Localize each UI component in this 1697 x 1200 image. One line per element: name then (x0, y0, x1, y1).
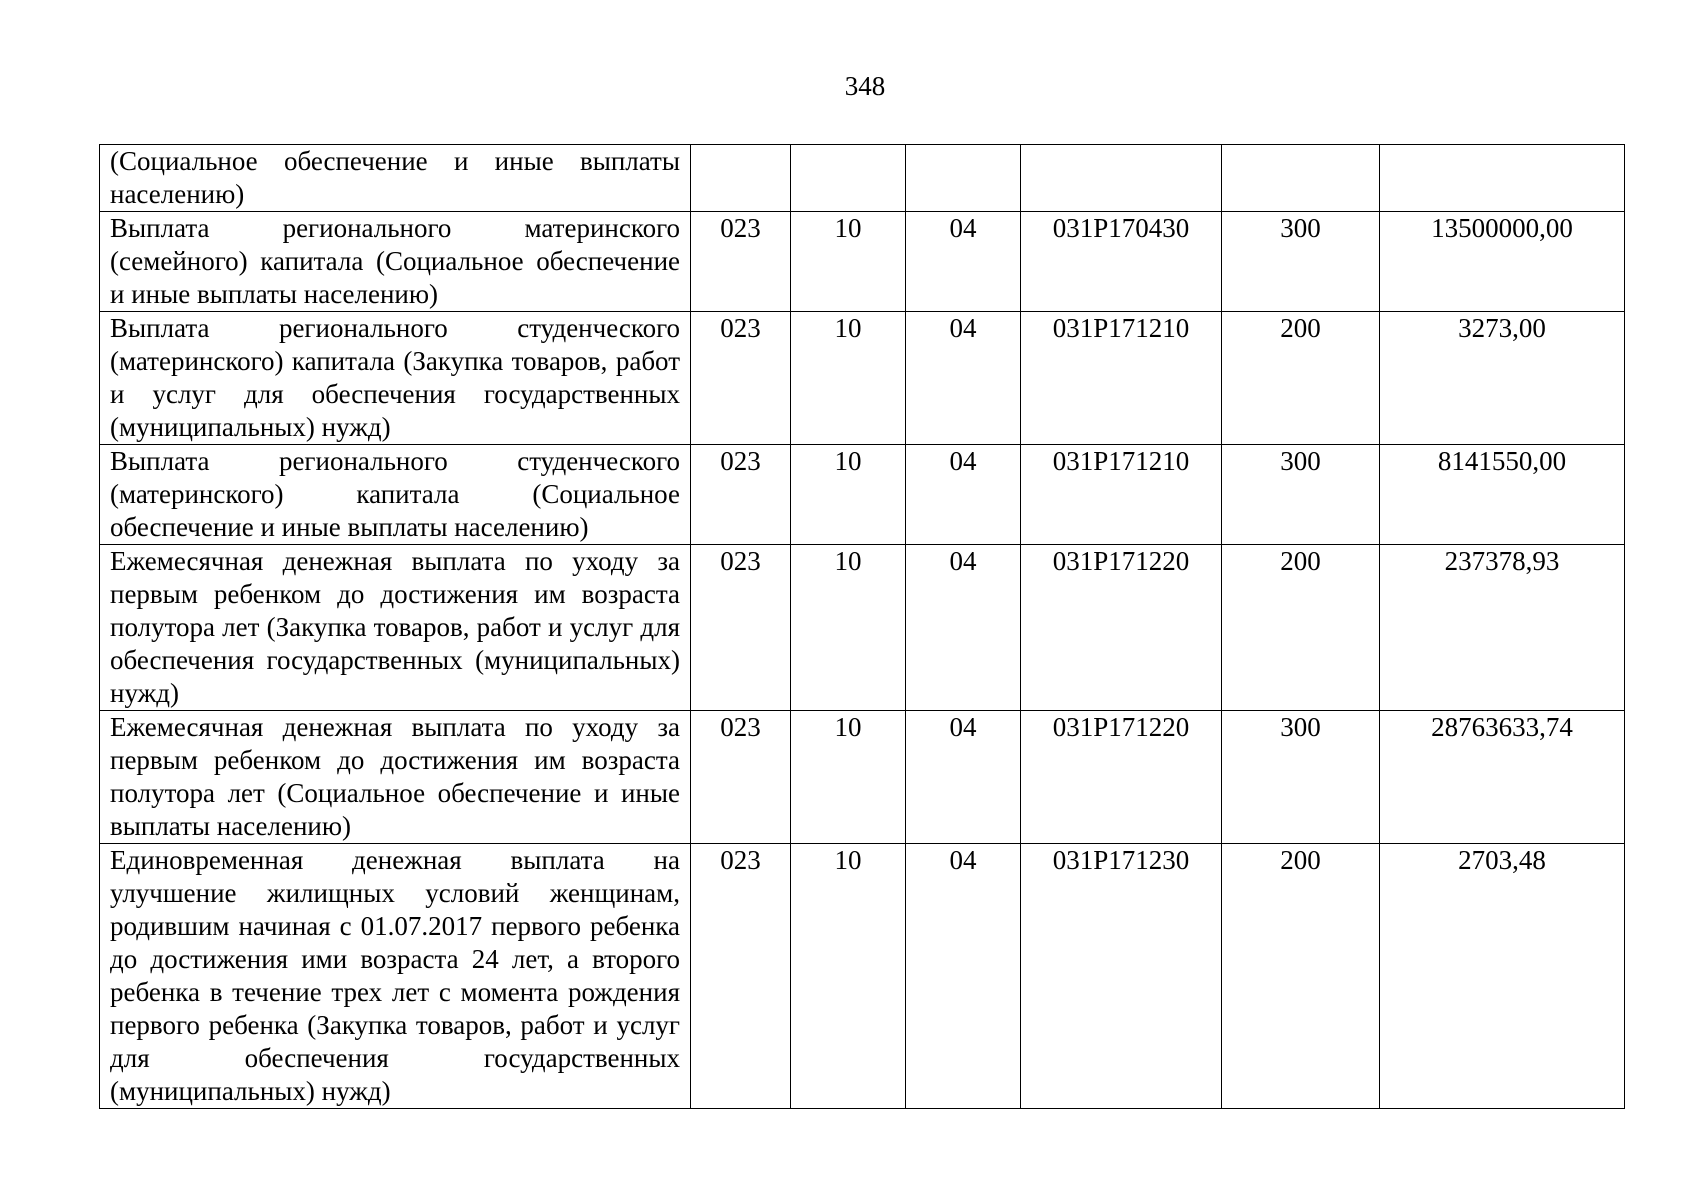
row-description: Выплата регионального студенческого (материнского) капитала (Социальное обеспечение и иные выплаты населению) (100, 445, 691, 545)
row-target-article-code: 031P171210 (1021, 445, 1222, 545)
row-expense-type-code: 300 (1222, 212, 1380, 312)
row-section-code: 10 (791, 212, 906, 312)
row-subsection-code: 04 (906, 711, 1021, 844)
table-row (100, 212, 1625, 312)
row-subsection-code: 04 (906, 312, 1021, 445)
row-ved-code: 023 (691, 312, 791, 445)
row-section-code: 10 (791, 312, 906, 445)
row-ved-code: 023 (691, 212, 791, 312)
row-description: Ежемесячная денежная выплата по уходу за первым ребенком до достижения им возраста полутора лет (Закупка товаров, работ и услуг для обеспечения государственных (муниципальных) нужд) (100, 545, 691, 711)
row-amount: 13500000,00 (1380, 212, 1625, 312)
table-row (100, 844, 1625, 1109)
row-subsection-code: 04 (906, 445, 1021, 545)
row-subsection-code: 04 (906, 844, 1021, 1109)
row-target-article-code (1021, 145, 1222, 212)
table-row (100, 445, 1625, 545)
row-description: Единовременная денежная выплата на улучшение жилищных условий женщинам, родившим начиная с 01.07.2017 первого ребенка до достижения ими возраста 24 лет, а второго ребенка в течение трех лет с момента рождения первого ребенка (Закупка товаров, работ и услуг для обеспечения государственных (муниципальных) нужд) (100, 844, 691, 1109)
row-ved-code (691, 145, 791, 212)
row-amount: 3273,00 (1380, 312, 1625, 445)
row-target-article-code: 031P170430 (1021, 212, 1222, 312)
row-expense-type-code: 300 (1222, 445, 1380, 545)
row-description: Выплата регионального материнского (семейного) капитала (Социальное обеспечение и иные выплаты населению) (100, 212, 691, 312)
row-amount: 237378,93 (1380, 545, 1625, 711)
row-ved-code: 023 (691, 545, 791, 711)
row-section-code (791, 145, 906, 212)
page-number: 348 (844, 71, 886, 101)
row-target-article-code: 031P171210 (1021, 312, 1222, 445)
table-row (100, 312, 1625, 445)
row-ved-code: 023 (691, 445, 791, 545)
row-expense-type-code: 300 (1222, 711, 1380, 844)
row-expense-type-code (1222, 145, 1380, 212)
row-section-code: 10 (791, 711, 906, 844)
row-section-code: 10 (791, 844, 906, 1109)
row-target-article-code: 031P171220 (1021, 711, 1222, 844)
row-subsection-code: 04 (906, 545, 1021, 711)
row-amount: 8141550,00 (1380, 445, 1625, 545)
table-row (100, 711, 1625, 844)
row-ved-code: 023 (691, 711, 791, 844)
row-ved-code: 023 (691, 844, 791, 1109)
row-section-code: 10 (791, 545, 906, 711)
row-expense-type-code: 200 (1222, 545, 1380, 711)
row-description: Выплата регионального студенческого (материнского) капитала (Закупка товаров, работ и услуг для обеспечения государственных (муниципальных) нужд) (100, 312, 691, 445)
row-description: (Социальное обеспечение и иные выплаты населению) (100, 145, 691, 212)
row-description: Ежемесячная денежная выплата по уходу за первым ребенком до достижения им возраста полутора лет (Социальное обеспечение и иные выплаты населению) (100, 711, 691, 844)
row-amount: 2703,48 (1380, 844, 1625, 1109)
row-subsection-code: 04 (906, 212, 1021, 312)
table-row (100, 545, 1625, 711)
row-amount: 28763633,74 (1380, 711, 1625, 844)
row-amount (1380, 145, 1625, 212)
row-expense-type-code: 200 (1222, 844, 1380, 1109)
row-expense-type-code: 200 (1222, 312, 1380, 445)
budget-table (99, 144, 1625, 1109)
row-subsection-code (906, 145, 1021, 212)
row-section-code: 10 (791, 445, 906, 545)
row-target-article-code: 031P171230 (1021, 844, 1222, 1109)
table-row (100, 145, 1625, 212)
row-target-article-code: 031P171220 (1021, 545, 1222, 711)
